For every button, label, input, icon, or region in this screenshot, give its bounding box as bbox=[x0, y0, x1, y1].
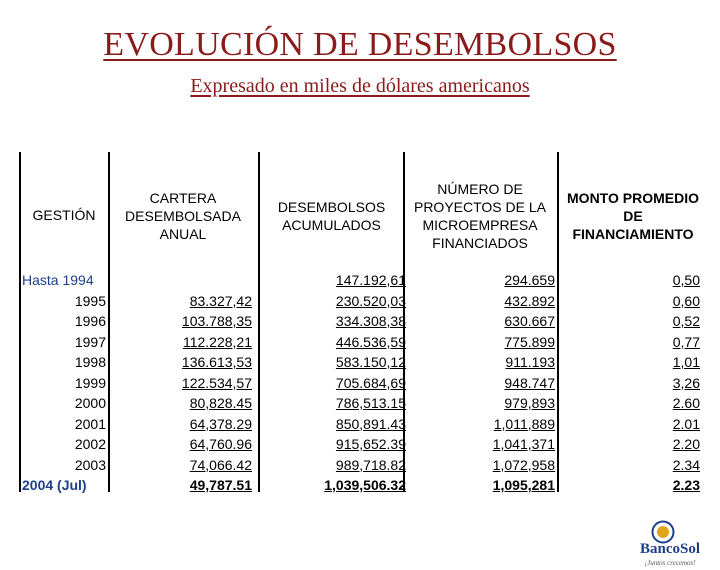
cell-gestion-text: 1998 bbox=[74, 354, 106, 370]
logo-name: BancoSol bbox=[639, 541, 700, 557]
header-desembolsos: DESEMBOLSOS ACUMULADOS bbox=[277, 199, 386, 233]
cell-desembolsos-text: 850,891.43 bbox=[335, 415, 406, 432]
cell-proyectos-text: 1,095,281 bbox=[492, 477, 555, 493]
cell-cartera bbox=[110, 270, 252, 291]
cell-cartera-text: 64,378.29 bbox=[189, 415, 252, 432]
cell-cartera bbox=[110, 311, 252, 332]
cell-monto bbox=[559, 332, 700, 353]
cell-cartera-text: 136.613,53 bbox=[181, 354, 252, 370]
cell-monto-text: 2.23 bbox=[672, 477, 700, 493]
cell-desembolsos bbox=[260, 270, 406, 291]
cell-gestion-text: 2003 bbox=[74, 456, 106, 473]
logo-tagline: ¡Juntos crecemos! bbox=[644, 559, 696, 567]
cell-proyectos-text: 979,893 bbox=[504, 395, 555, 411]
cell-proyectos bbox=[405, 475, 555, 496]
cell-desembolsos bbox=[260, 291, 406, 312]
cell-cartera bbox=[110, 373, 252, 394]
cell-desembolsos bbox=[260, 414, 406, 435]
cell-desembolsos bbox=[260, 455, 406, 476]
cell-proyectos bbox=[405, 434, 555, 455]
cell-desembolsos bbox=[260, 373, 406, 394]
header-cartera: CARTERA DESEMBOLSADA ANUAL bbox=[125, 190, 241, 242]
cell-desembolsos bbox=[260, 393, 406, 414]
cell-gestion bbox=[22, 393, 106, 414]
cell-desembolsos bbox=[260, 352, 406, 373]
cell-monto bbox=[559, 352, 700, 373]
cell-desembolsos bbox=[260, 332, 406, 353]
cell-monto-text: 1,01 bbox=[672, 354, 700, 370]
cell-cartera bbox=[110, 352, 252, 373]
cell-cartera bbox=[110, 455, 252, 476]
cell-proyectos-text: 432.892 bbox=[504, 292, 555, 309]
cell-monto-text: 0,60 bbox=[672, 292, 700, 309]
cell-cartera bbox=[110, 414, 252, 435]
header-gestion: GESTIÓN bbox=[32, 207, 96, 223]
cell-monto bbox=[559, 475, 700, 496]
cell-desembolsos-text: 915,652.39 bbox=[335, 436, 406, 452]
cell-cartera-text: 122.534,57 bbox=[181, 374, 252, 391]
cell-monto-text: 2.34 bbox=[672, 456, 700, 473]
cell-cartera bbox=[110, 291, 252, 312]
cell-gestion bbox=[22, 475, 106, 496]
cell-proyectos bbox=[405, 332, 555, 353]
cell-gestion-text: 1996 bbox=[74, 313, 106, 329]
cell-desembolsos-text: 1,039,506.32 bbox=[324, 477, 406, 493]
cell-proyectos bbox=[405, 414, 555, 435]
cell-desembolsos-text: 705.684,69 bbox=[335, 374, 406, 391]
cell-monto-text: 2.20 bbox=[672, 436, 700, 452]
cell-monto bbox=[559, 414, 700, 435]
bancosol-logo bbox=[630, 519, 710, 565]
cell-desembolsos-text: 989,718.82 bbox=[335, 456, 406, 473]
cell-proyectos bbox=[405, 291, 555, 312]
page-title: EVOLUCIÓN DE DESEMBOLSOS bbox=[103, 26, 617, 63]
cell-desembolsos bbox=[260, 311, 406, 332]
cell-cartera bbox=[110, 332, 252, 353]
cell-cartera bbox=[110, 434, 252, 455]
cell-gestion-text: 1995 bbox=[74, 292, 106, 309]
cell-cartera-text: 49,787.51 bbox=[189, 477, 252, 493]
cell-proyectos-text: 294.659 bbox=[504, 272, 555, 288]
cell-cartera bbox=[110, 393, 252, 414]
cell-proyectos-text: 630.667 bbox=[504, 313, 555, 329]
cell-monto-text: 0,77 bbox=[672, 333, 700, 350]
cell-gestion bbox=[22, 311, 106, 332]
cell-gestion-text: 2002 bbox=[74, 436, 106, 452]
cell-proyectos-text: 1,011,889 bbox=[493, 415, 555, 432]
cell-gestion-text: 1997 bbox=[74, 333, 106, 350]
cell-gestion bbox=[22, 291, 106, 312]
cell-gestion bbox=[22, 352, 106, 373]
cell-monto bbox=[559, 455, 700, 476]
cell-gestion bbox=[22, 414, 106, 435]
cell-gestion-text: 2004 (Jul) bbox=[22, 477, 87, 493]
cell-gestion-text: 1999 bbox=[74, 374, 106, 391]
cell-gestion bbox=[22, 270, 106, 291]
cell-cartera-text: 80,828.45 bbox=[189, 395, 252, 411]
column-desembolsos bbox=[260, 270, 406, 496]
cell-desembolsos-text: 446.536,59 bbox=[335, 333, 406, 350]
cell-monto bbox=[559, 373, 700, 394]
cell-proyectos bbox=[405, 455, 555, 476]
cell-desembolsos-text: 230.520,03 bbox=[335, 292, 406, 309]
cell-gestion bbox=[22, 373, 106, 394]
cell-gestion-text: 2001 bbox=[74, 415, 106, 432]
cell-proyectos-text: 1,072,958 bbox=[492, 456, 555, 473]
cell-cartera-text: 64,760.96 bbox=[189, 436, 252, 452]
cell-monto-text: 3,26 bbox=[672, 374, 700, 391]
cell-cartera bbox=[110, 475, 252, 496]
cell-monto bbox=[559, 291, 700, 312]
table-border-left bbox=[19, 152, 21, 492]
cell-gestion-text: Hasta 1994 bbox=[22, 272, 94, 288]
header-proyectos: NÚMERO DE PROYECTOS DE LA MICROEMPRESA FINANCIADOS bbox=[413, 181, 546, 251]
cell-monto-text: 2.60 bbox=[672, 395, 700, 411]
cell-gestion bbox=[22, 455, 106, 476]
cell-monto bbox=[559, 393, 700, 414]
cell-proyectos bbox=[405, 373, 555, 394]
cell-proyectos-text: 911.193 bbox=[505, 354, 555, 370]
cell-desembolsos bbox=[260, 434, 406, 455]
cell-proyectos-text: 948.747 bbox=[504, 374, 555, 391]
cell-gestion bbox=[22, 434, 106, 455]
column-cartera bbox=[110, 270, 252, 496]
cell-gestion bbox=[22, 332, 106, 353]
cell-desembolsos-text: 334.308,38 bbox=[335, 313, 406, 329]
cell-monto-text: 2.01 bbox=[672, 415, 700, 432]
cell-cartera-text: 103.788,35 bbox=[181, 313, 252, 329]
cell-proyectos bbox=[405, 352, 555, 373]
page-subtitle: Expresado en miles de dólares americanos bbox=[190, 75, 530, 97]
cell-desembolsos-text: 786,513.15 bbox=[335, 395, 406, 411]
cell-desembolsos-text: 147.192,61 bbox=[335, 272, 406, 288]
cell-cartera-text: 83.327,42 bbox=[189, 292, 252, 309]
column-proyectos bbox=[405, 270, 555, 496]
cell-proyectos bbox=[405, 393, 555, 414]
column-gestion bbox=[22, 270, 106, 496]
cell-proyectos bbox=[405, 270, 555, 291]
cell-proyectos-text: 1,041,371 bbox=[492, 436, 555, 452]
column-monto bbox=[559, 270, 700, 496]
cell-proyectos-text: 775.899 bbox=[504, 333, 555, 350]
cell-cartera-text: 112.228,21 bbox=[182, 333, 252, 350]
cell-monto-text: 0,52 bbox=[672, 313, 700, 329]
cell-monto bbox=[559, 270, 700, 291]
cell-cartera-text: 74,066.42 bbox=[189, 456, 252, 473]
cell-desembolsos-text: 583.150,12 bbox=[335, 354, 406, 370]
cell-monto bbox=[559, 434, 700, 455]
cell-proyectos bbox=[405, 311, 555, 332]
cell-gestion-text: 2000 bbox=[74, 395, 106, 411]
header-monto: MONTO PROMEDIO DE FINANCIAMIENTO bbox=[567, 190, 699, 242]
cell-monto bbox=[559, 311, 700, 332]
cell-monto-text: 0,50 bbox=[672, 272, 700, 288]
cell-desembolsos bbox=[260, 475, 406, 496]
